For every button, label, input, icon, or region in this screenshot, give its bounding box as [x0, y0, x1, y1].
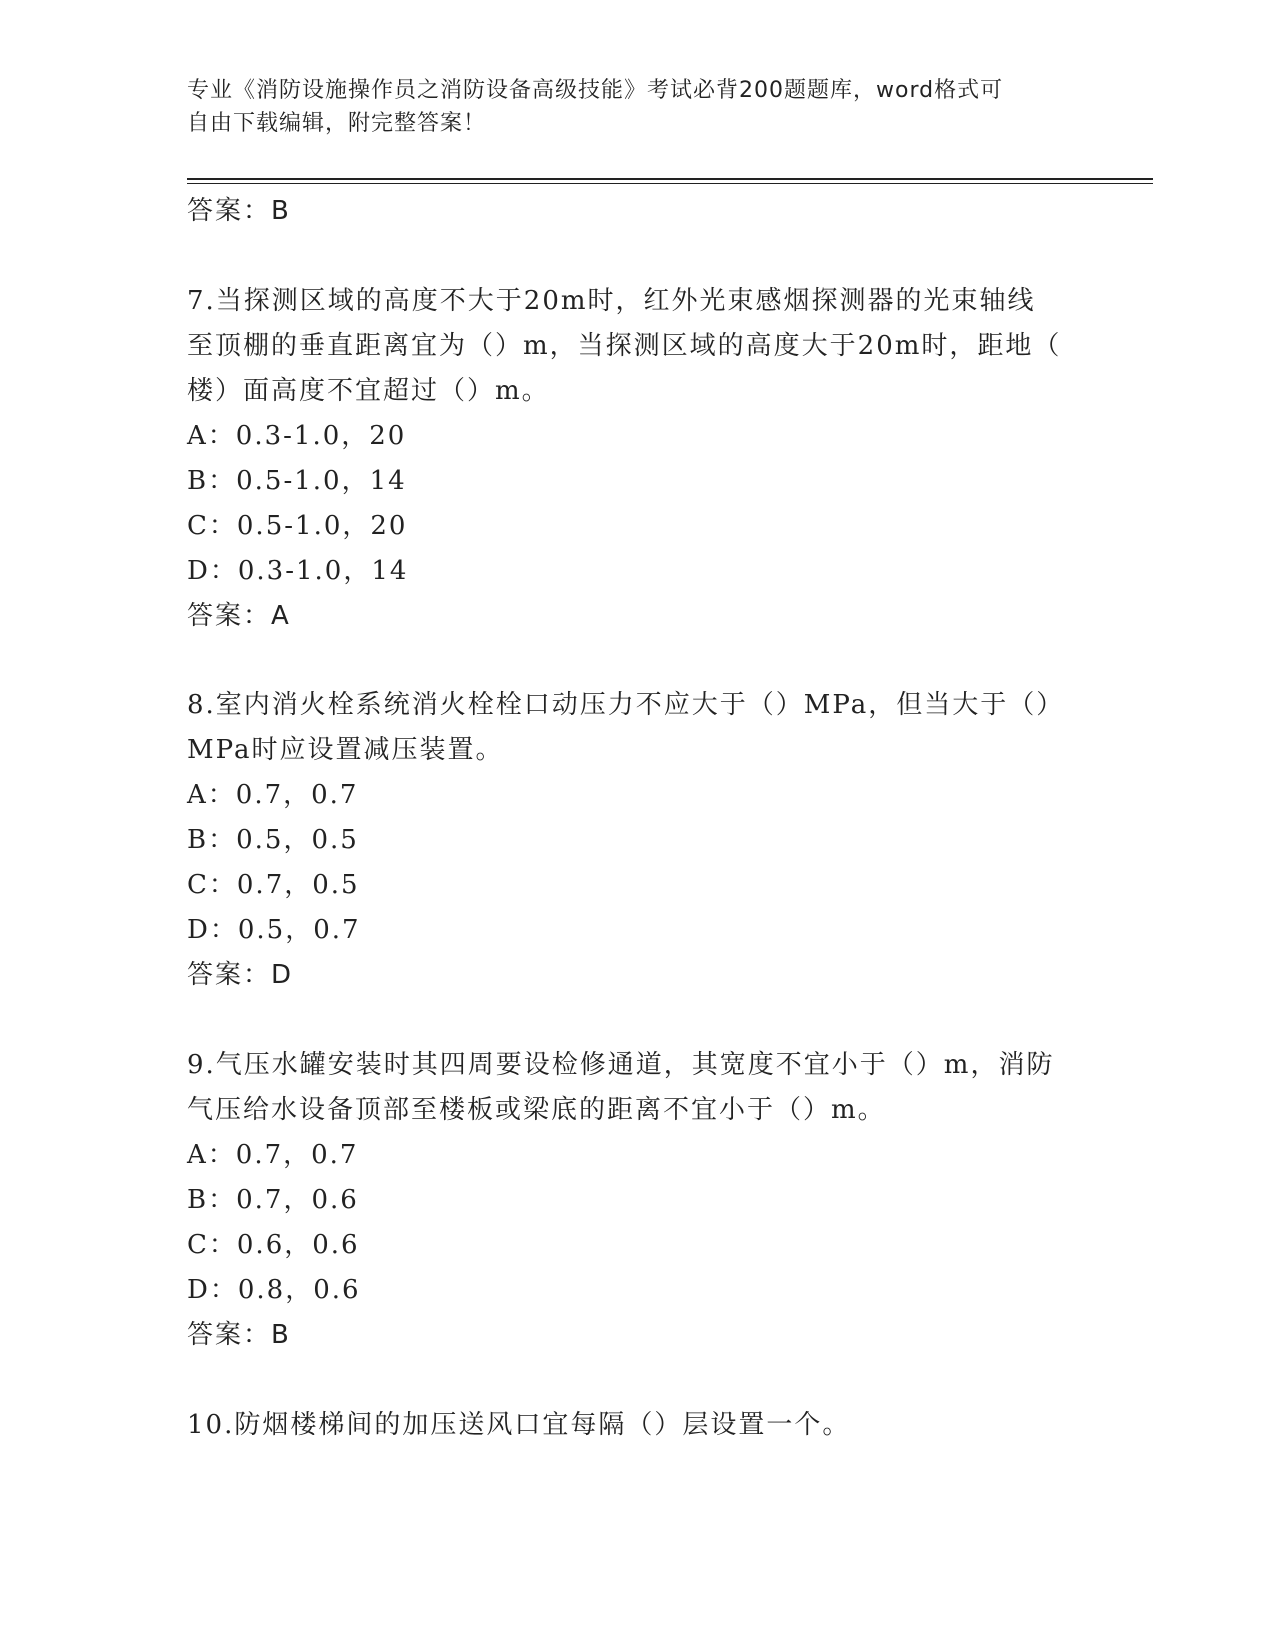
- question-8-option-c: C：0.7，0.5: [187, 870, 360, 900]
- header-divider-thick: [187, 178, 1153, 180]
- question-9-option-a: A：0.7，0.7: [187, 1140, 359, 1170]
- question-9-line-1: 9.气压水罐安装时其四周要设检修通道，其宽度不宜小于（）m，消防: [187, 1050, 1055, 1080]
- question-8-option-d: D：0.5，0.7: [187, 915, 361, 945]
- question-8-answer: 答案：D: [187, 960, 294, 990]
- question-7-line-3: 楼）面高度不宜超过（）m。: [187, 376, 550, 406]
- question-8-line-1: 8.室内消火栓系统消火栓栓口动压力不应大于（）MPa，但当大于（）: [187, 690, 1065, 720]
- question-8-option-b: B：0.5，0.5: [187, 825, 359, 855]
- question-9-answer: 答案：B: [187, 1320, 291, 1350]
- question-7-option-b: B：0.5-1.0，14: [187, 466, 407, 496]
- question-9-option-d: D：0.8，0.6: [187, 1275, 361, 1305]
- answer-prev: 答案：B: [187, 196, 291, 226]
- question-9-option-b: B：0.7，0.6: [187, 1185, 359, 1215]
- question-7-line-2: 至顶棚的垂直距离宜为（）m，当探测区域的高度大于20m时，距地（: [187, 331, 1062, 361]
- header-line-2: 自由下载编辑，附完整答案！: [187, 111, 487, 136]
- question-9-line-2: 气压给水设备顶部至楼板或梁底的距离不宜小于（）m。: [187, 1095, 886, 1125]
- question-7-answer: 答案：A: [187, 601, 291, 631]
- question-10-line-1: 10.防烟楼梯间的加压送风口宜每隔（）层设置一个。: [187, 1410, 851, 1440]
- question-7-option-a: A：0.3-1.0，20: [187, 421, 407, 451]
- page-header: [187, 74, 1067, 140]
- question-9-option-c: C：0.6，0.6: [187, 1230, 360, 1260]
- header-line-1: 专业《消防设施操作员之消防设备高级技能》考试必背200题题库，word格式可: [187, 78, 1004, 103]
- question-7-line-1: 7.当探测区域的高度不大于20m时，红外光束感烟探测器的光束轴线: [187, 286, 1036, 316]
- question-7-option-c: C：0.5-1.0，20: [187, 511, 408, 541]
- header-divider-thin: [187, 183, 1153, 184]
- question-7-option-d: D：0.3-1.0，14: [187, 556, 409, 586]
- question-8-line-2: MPa时应设置减压装置。: [187, 735, 504, 765]
- question-8-option-a: A：0.7，0.7: [187, 780, 359, 810]
